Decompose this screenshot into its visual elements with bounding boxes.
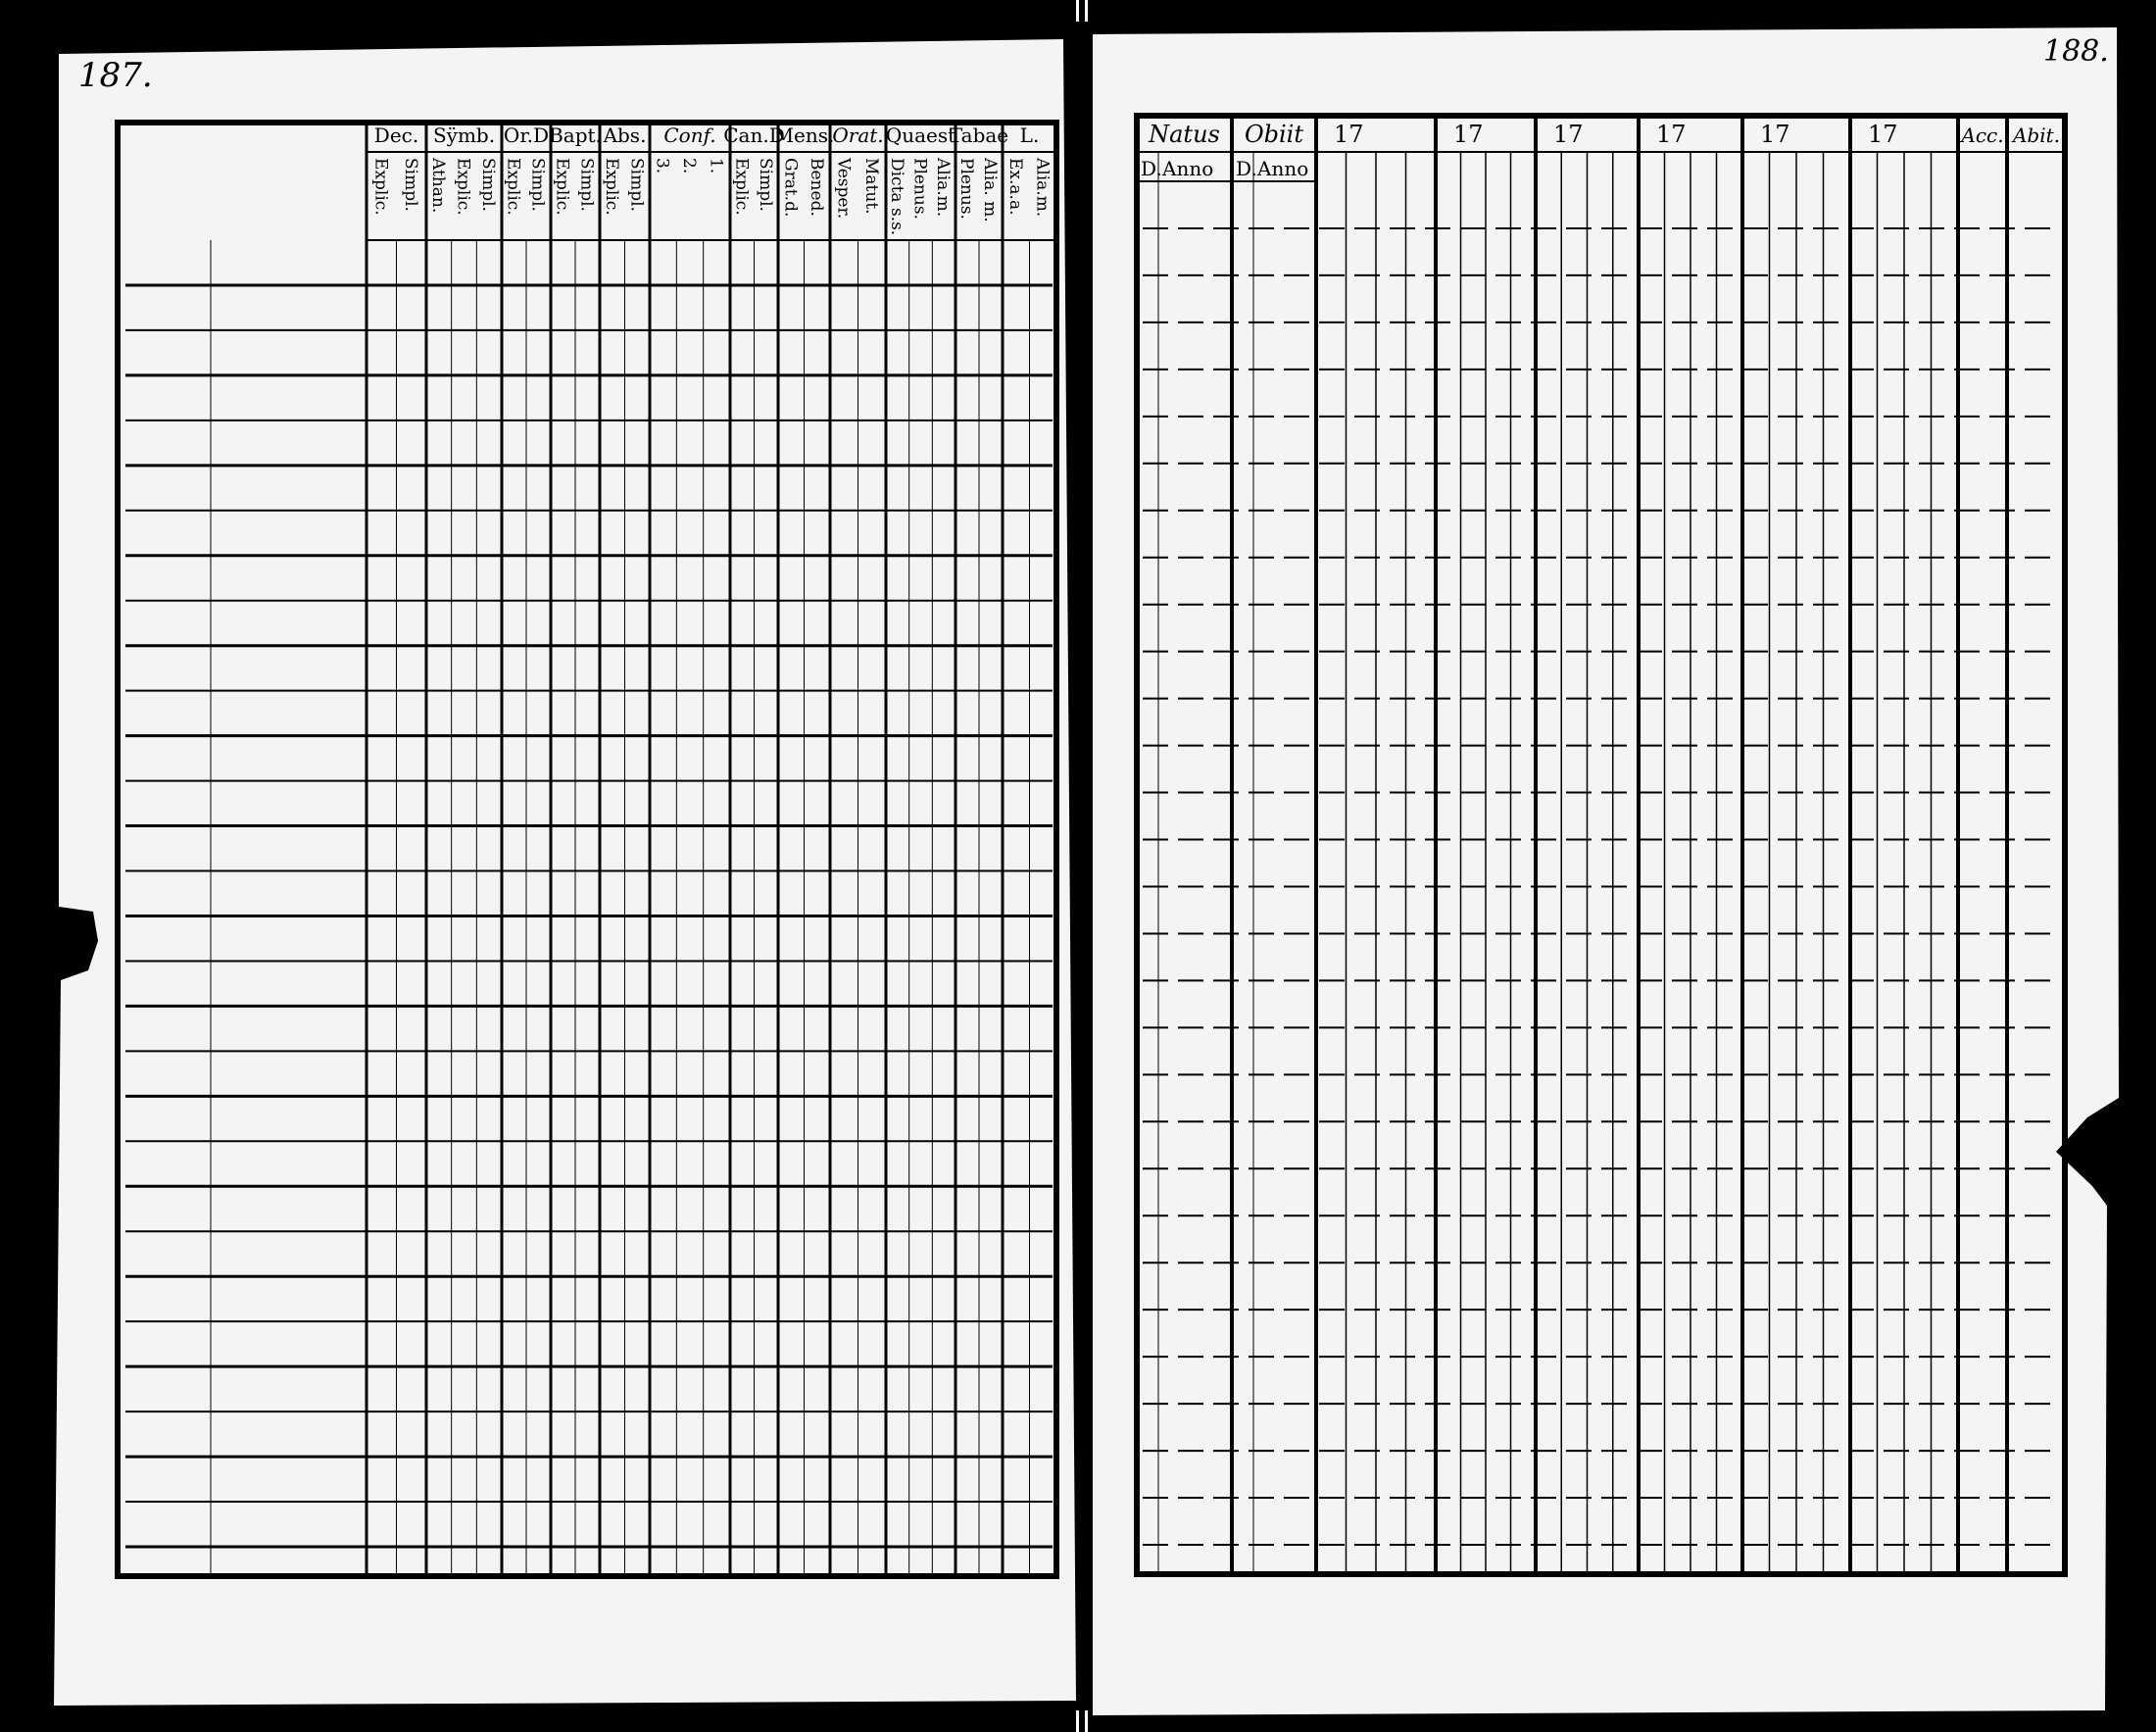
- left-page-number: 187.: [78, 56, 153, 95]
- right-page-number: 188.: [2043, 34, 2109, 69]
- left-subheader-11-0: Ex.a.a.: [1004, 158, 1025, 216]
- left-subheader-5-1: 2.: [679, 158, 699, 174]
- left-subheader-10-1: Alia. m.: [980, 158, 1000, 223]
- left-header-2: Or.D: [503, 124, 550, 147]
- left-header-1: Sÿmb.: [432, 124, 496, 147]
- left-subheader-0-0: Explic.: [370, 158, 391, 216]
- left-subheader-1-0: Athan.: [427, 158, 448, 214]
- left-subheader-9-2: Alia.m.: [933, 158, 954, 218]
- left-header-4: Abs.: [603, 124, 647, 147]
- left-subheader-2-1: Simpl.: [527, 158, 548, 212]
- left-subheader-0-1: Simpl.: [400, 158, 420, 212]
- left-header-0: Dec.: [373, 124, 419, 147]
- left-subheader-7-1: Bened.: [806, 158, 826, 217]
- binding-gutter: [1076, 0, 1088, 1732]
- right-subheader-day: D.: [1236, 157, 1257, 180]
- left-header-9: Quaest: [885, 124, 956, 147]
- gutter-mark-top: [1076, 0, 1079, 22]
- right-subheader-anno: Anno: [1257, 157, 1309, 180]
- right-year-header: 17: [1334, 121, 1364, 148]
- left-header-11: L.: [1019, 124, 1040, 147]
- right-subheader-anno: Anno: [1162, 157, 1214, 180]
- left-header-6: Can.D: [723, 124, 785, 147]
- left-subheader-5-2: 1.: [706, 158, 726, 174]
- right-header-obiit: Obiit: [1244, 121, 1304, 148]
- right-header-natus: Natus: [1149, 121, 1220, 148]
- left-subheader-4-0: Explic.: [601, 158, 621, 216]
- left-page: [54, 39, 1076, 1706]
- left-subheader-5-0: 3.: [652, 158, 672, 174]
- left-subheader-6-1: Simpl.: [755, 158, 775, 212]
- gutter-mark-bottom: [1076, 1710, 1079, 1732]
- left-subheader-8-0: Vesper.: [833, 158, 854, 220]
- right-year-header: 17: [1760, 121, 1790, 148]
- right-header-abiit: Abit.: [2012, 124, 2061, 147]
- right-year-header: 17: [1656, 121, 1687, 148]
- left-header-7: Mens.: [773, 124, 835, 147]
- left-header-10: Tabae: [949, 124, 1009, 147]
- left-header-8: Orat.: [832, 124, 884, 147]
- left-subheader-8-1: Matut.: [860, 158, 881, 215]
- left-subheader-4-1: Simpl.: [626, 158, 647, 212]
- left-subheader-9-0: Dicta s.s.: [886, 158, 906, 236]
- right-year-header: 17: [1553, 121, 1584, 148]
- right-page-paper: [1093, 27, 2119, 1715]
- left-subheader-1-2: Simpl.: [478, 158, 499, 212]
- left-subheader-10-0: Plenus.: [956, 158, 976, 220]
- left-subheader-9-1: Plenus.: [909, 158, 930, 220]
- left-header-3: Bapt.: [549, 124, 602, 147]
- left-subheader-6-0: Explic.: [731, 158, 752, 216]
- left-subheader-7-0: Grat.d.: [780, 158, 801, 218]
- left-header-5: Conf.: [663, 124, 716, 147]
- left-subheader-3-1: Simpl.: [576, 158, 597, 212]
- right-year-header: 17: [1868, 121, 1898, 148]
- right-page: [1093, 27, 2119, 1715]
- left-subheader-1-1: Explic.: [453, 158, 473, 216]
- left-subheader-11-1: Alia.m.: [1032, 158, 1053, 218]
- left-subheader-2-0: Explic.: [503, 158, 523, 216]
- right-header-accessit: Acc.: [1961, 124, 2004, 147]
- left-subheader-3-0: Explic.: [552, 158, 572, 216]
- right-subheader-day: D.: [1141, 157, 1162, 180]
- right-year-header: 17: [1453, 121, 1484, 148]
